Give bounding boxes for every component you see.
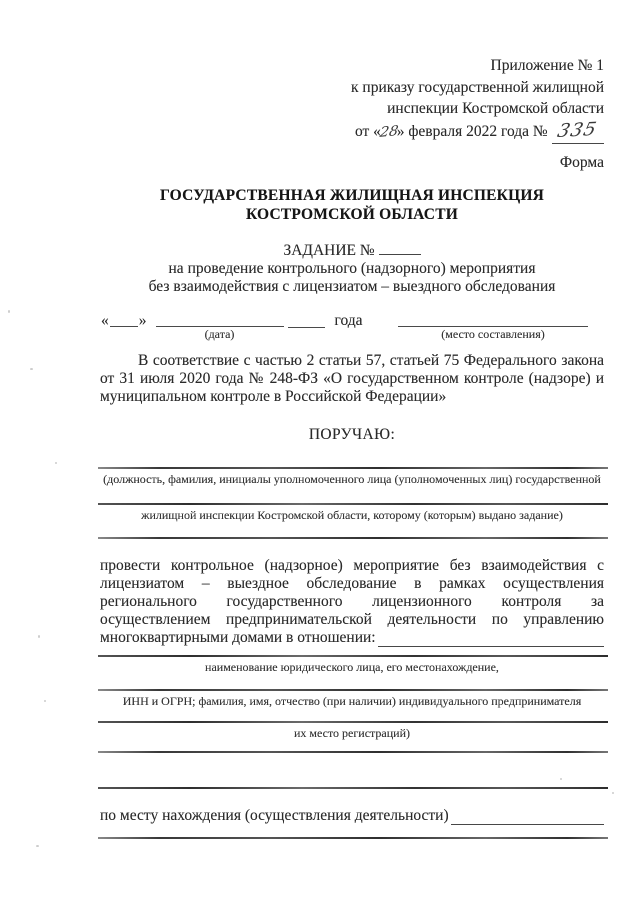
handwritten-number-underline bbox=[552, 120, 604, 145]
year-word: года bbox=[334, 312, 363, 329]
handwritten-day: 28 bbox=[378, 122, 400, 141]
location-row bbox=[100, 807, 604, 825]
legal-line-3: муниципальном контроле в Российской Федерации» bbox=[100, 388, 447, 405]
order-mid: » февраля 2022 года № bbox=[396, 122, 548, 140]
handwritten-order-number: 335 bbox=[555, 118, 599, 142]
document-title bbox=[100, 186, 604, 224]
subject-line-1: на проведение контрольного (надзорного) мероприятия bbox=[168, 260, 536, 277]
scan-speck bbox=[30, 368, 33, 370]
entity-blank-line-5 bbox=[98, 787, 608, 789]
date-field bbox=[156, 312, 284, 342]
scan-speck bbox=[36, 845, 39, 847]
entity-blank-line-3 bbox=[98, 721, 608, 723]
task-line-2: лицензиатом – выездное обследование в рамках осуществления bbox=[100, 575, 604, 592]
location-blank bbox=[451, 811, 604, 825]
task-line-1: провести контрольное (надзорное) мероприятие без взаимодействия с bbox=[100, 557, 604, 574]
date-place-row bbox=[100, 312, 604, 342]
page-content bbox=[100, 55, 604, 839]
assignee-caption-2: жилищной инспекции Костромской области, которому (которым) выдано задание) bbox=[141, 508, 563, 522]
scan-speck bbox=[8, 310, 10, 313]
task-last-line bbox=[100, 629, 604, 647]
location-label: по месту нахождения (осуществления деятельности) bbox=[100, 807, 449, 824]
assignee-blank-line-2 bbox=[98, 503, 608, 505]
subject-block bbox=[100, 241, 604, 296]
entity-name-blank bbox=[378, 633, 604, 647]
legal-line-2: от 31 июля 2020 года № 248-ФЗ «О государственном контроле (надзоре) и bbox=[100, 370, 604, 387]
entity-caption-3: их место регистраций) bbox=[293, 726, 411, 740]
entity-caption-2: ИНН и ОГРН; фамилия, имя, отчество (при наличии) индивидуального предпринимателя bbox=[122, 694, 582, 708]
order-heading: ПОРУЧАЮ: bbox=[308, 426, 396, 443]
entity-blank-line-4 bbox=[98, 751, 608, 753]
assignee-caption-1: (должность, фамилия, инициалы уполномоченного лица (уполномоченных лиц) государственной bbox=[103, 472, 601, 486]
assignee-blank-line-1 bbox=[98, 467, 608, 469]
scan-speck bbox=[612, 792, 614, 794]
task-paragraph bbox=[100, 557, 604, 647]
year-blank bbox=[288, 313, 325, 328]
close-quote: » bbox=[138, 312, 147, 329]
entity-caption-1: наименование юридического лица, его местонахождение, bbox=[205, 660, 499, 674]
annex-order-line bbox=[100, 120, 604, 145]
task-number-blank bbox=[379, 241, 421, 255]
task-line-4: осуществлением предпринимательской деятельности по управлению bbox=[100, 611, 604, 628]
task-line-3: регионального государственного лицензионного контроля за bbox=[100, 593, 604, 610]
entity-blank-line-1 bbox=[98, 655, 608, 657]
task-number-line bbox=[100, 241, 604, 260]
task-label: ЗАДАНИЕ № bbox=[283, 242, 375, 259]
form-label: Форма bbox=[559, 154, 604, 171]
date-caption: (дата) bbox=[204, 327, 235, 341]
annex-reference bbox=[100, 55, 604, 144]
assignee-blank-line-3 bbox=[98, 537, 608, 539]
scan-speck bbox=[44, 700, 46, 702]
legal-line-1: В соответствие с частью 2 статьи 57, статьей 75 Федерального закона bbox=[138, 352, 604, 369]
location-blank-line-2 bbox=[98, 837, 608, 839]
place-caption: (место составления) bbox=[441, 327, 545, 341]
open-quote: « bbox=[101, 312, 109, 329]
order-prefix: от « bbox=[354, 122, 381, 140]
place-field bbox=[398, 312, 588, 342]
subject-line-2: без взаимодействия с лицензиатом – выездного обследования bbox=[148, 278, 556, 295]
scan-speck bbox=[55, 462, 57, 464]
annex-line-1: Приложение № 1 bbox=[490, 57, 604, 74]
annex-line-3: инспекции Костромской области bbox=[387, 100, 604, 117]
scan-speck bbox=[560, 778, 562, 780]
scan-speck bbox=[38, 635, 40, 638]
entity-blank-line-2 bbox=[98, 689, 608, 691]
title-line-2: КОСТРОМСКОЙ ОБЛАСТИ bbox=[245, 206, 458, 223]
date-blank bbox=[156, 312, 284, 327]
day-blank bbox=[110, 312, 138, 327]
task-last-line-text: многоквартирными домами в отношении: bbox=[100, 629, 376, 646]
title-line-1: ГОСУДАРСТВЕННАЯ ЖИЛИЩНАЯ ИНСПЕКЦИЯ bbox=[160, 187, 544, 204]
legal-basis-paragraph bbox=[100, 352, 604, 406]
place-blank bbox=[398, 312, 588, 327]
annex-line-2: к приказу государственной жилищной bbox=[351, 78, 604, 96]
